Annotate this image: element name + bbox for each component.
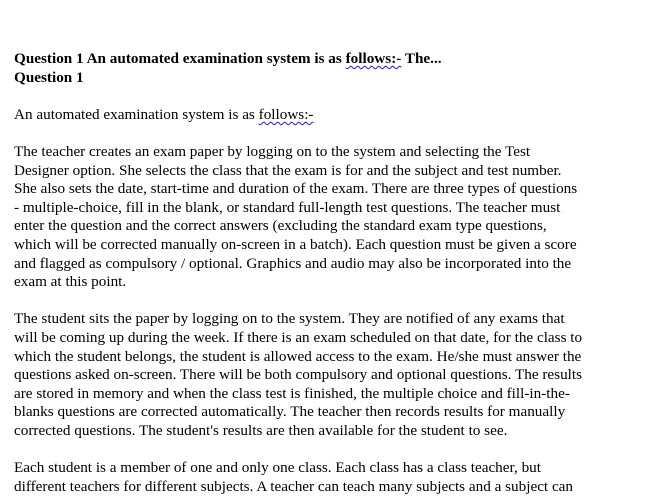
paragraph-student (14, 310, 644, 440)
intro-line (14, 106, 644, 125)
paragraph-line: The student sits the paper by logging on to the system. They are notified of any exams that (14, 310, 565, 328)
paragraph-line: The teacher creates an exam paper by logging on to the system and selecting the Test (14, 142, 531, 160)
document-page (14, 50, 644, 496)
paragraph-line: exam at this point. (14, 273, 127, 291)
title-ellipsis: The... (401, 50, 442, 67)
paragraph-class (14, 459, 644, 496)
paragraph-line: Designer option. She selects the class that the exam is for and the subject and test number. (14, 161, 562, 179)
paragraph-line: enter the question and the correct answers (excluding the standard exam type questions, (14, 217, 547, 235)
paragraph-line: will be coming up during the week. If there is an exam scheduled on that date, for the class to (14, 328, 583, 346)
intro-spellcheck-word[interactable]: follows:- (258, 105, 314, 123)
title-spellcheck-word[interactable]: follows:- (345, 50, 402, 67)
paragraph-line: questions asked on-screen. There will be both compulsory and optional questions. The results (14, 366, 583, 384)
paragraph-line: which the student belongs, the student is allowed access to the exam. He/she must answer the (14, 347, 582, 365)
intro-text: An automated examination system is as (14, 105, 259, 123)
document-title (14, 50, 644, 69)
question-heading: Question 1 (14, 68, 84, 86)
paragraph-teacher (14, 143, 644, 292)
paragraph-line: corrected questions. The student's results are then available for the student to see. (14, 421, 508, 439)
paragraph-line: which will be corrected manually on-screen in a batch). Each question must be given a score (14, 235, 577, 253)
paragraph-line: She also sets the date, start-time and duration of the exam. There are three types of questions (14, 180, 578, 198)
paragraph-line: different teachers for different subjects. A teacher can teach many subjects and a subject can (14, 477, 574, 495)
paragraph-line: blanks questions are corrected automatically. The teacher then records results for manually (14, 403, 566, 421)
paragraph-line: and flagged as compulsory / optional. Graphics and audio may also be incorporated into the (14, 254, 572, 272)
paragraph-line: - multiple-choice, fill in the blank, or standard full-length test questions. The teacher must (14, 198, 561, 216)
paragraph-line: are stored in memory and when the class test is finished, the multiple choice and fill-in-the- (14, 384, 570, 402)
title-text: Question 1 An automated examination system is as (14, 50, 346, 67)
paragraph-line: Each student is a member of one and only one class. Each class has a class teacher, but (14, 459, 541, 477)
